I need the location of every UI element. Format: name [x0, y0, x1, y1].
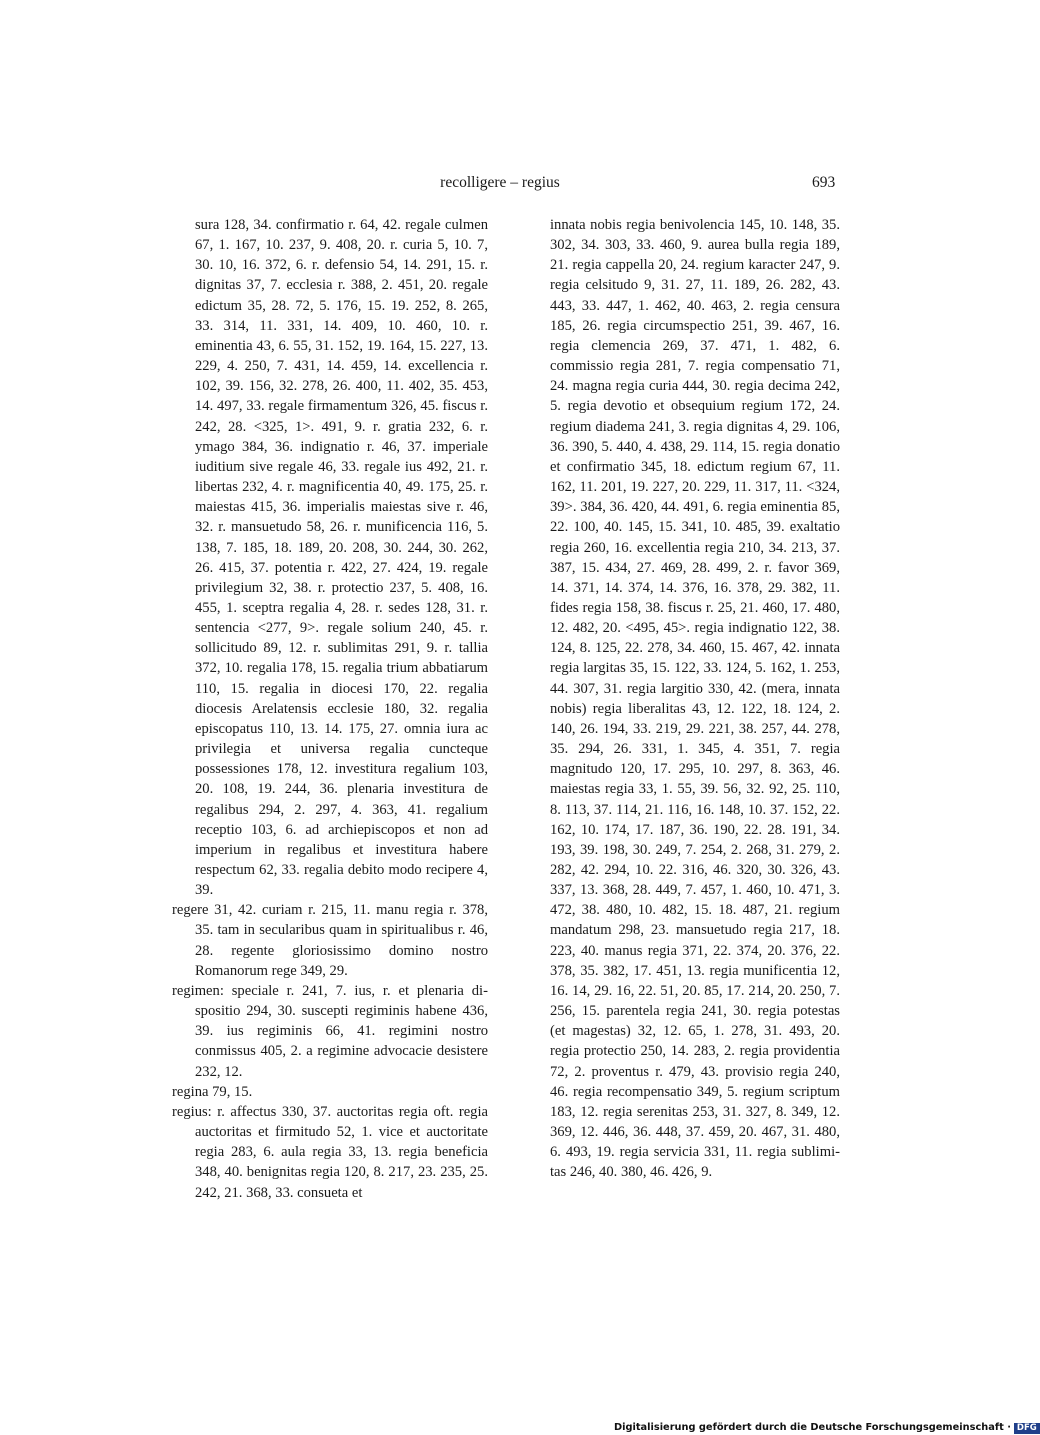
credit-text: Digitalisierung gefördert durch die Deutsche Forschungsgemeinschaft · — [614, 1422, 1011, 1433]
running-title: recolligere – regius — [440, 174, 560, 191]
index-column-right — [550, 215, 840, 1183]
digitization-credit — [614, 1422, 1040, 1434]
index-entry: regius: r. affectus 330, 37. auctoritas regia oft. regia auctoritas et firmitudo 52, 1. vice et auctoritate regia 283, 6. aula regia 33, 13. regia beneficia 348, 40. benignitas regia 120, 8. 217, 23. 235, 25. 242, 21. 368, 33. consueta et — [172, 1103, 488, 1201]
index-entry: sura 128, 34. confirmatio r. 64, 42. regale culmen 67, 1. 167, 10. 237, 9. 408, 20. r. curia 5, 10. 7, 30. 10, 16. 372, 6. r. defensio 54, 14. 291, 15. r. dignitas 37, 7. ecclesia r. 388, 2. 451, 20. regale edictum 35, 28. 72, 5. 176, 15. 19. 252, 8. 265, 33. 314, 11. 331, 14. 409, 10. 460, 10. r. eminentia 43, 6. 55, 31. 152, 19. 164, 15. 227, 13. 229, 4. 250, 7. 431, 14. 459, 14. excellencia r. 102, 39. 156, 32. 278, 26. 400, 11. 402, 35. 453, 14. 497, 33. regale firmamentum 326, 45. fiscus r. 242, 28. <325, 1>. 491, 9. r. gratia 232, 6. r. ymago 384, 36. indignatio r. 46, 37. imperiale iuditium sive regale 46, 33. regale ius 492, 21. r. libertas 232, 4. r. magnificentia 40, 49. 175, 25. r. maiestas 415, 36. imperialis maiestas sive r. 46, 32. r. mansuetudo 58, 26. r. munificencia 116, 5. 138, 7. 185, 18. 189, 20. 208, 30. 244, 30. 262, 26. 415, 37. potentia r. 422, 27. 424, 19. regale privilegium 32, 38. r. protectio 237, 5. 408, 16. 455, 1. sceptra regalia 4, 28. r. sedes 128, 31. r. sentencia <277, 9>. regale solium 240, 45. r. sollicitudo 89, 12. r. sublimitas 291, 9. r. tallia 372, 10. regalia 178, 15. regalia trium abbatiarum 110, 15. regalia in diocesi 170, 22. regalia diocesis Arelatensis ecclesie 180, 32. regalia episcopatus 110, 13. 14. 175, 27. omnia iura ac privilegia et universa regalia cuncteque possessiones 178, 12. investitura regalium 103, 20. 108, 19. 244, 36. plenaria investitura de regalibus 294, 2. 297, 4. 363, 41. regalium receptio 103, 6. ad archiepiscopos et non ad imperium in regalibus et investitura habere respectum 62, 33. regalia debito modo recipere 4, 39. — [195, 217, 488, 899]
index-entry: regere 31, 42. curiam r. 215, 11. manu regia r. 378, 35. tam in secularibus quam in spiritualibus r. 46, 28. regente gloriosissimo domino nostro Romanorum rege 349, 29. — [172, 902, 488, 979]
index-column-left — [172, 215, 488, 1203]
page-number: 693 — [812, 174, 836, 191]
dfg-logo: DFG — [1014, 1423, 1040, 1434]
index-entry: regina 79, 15. — [172, 1083, 253, 1100]
index-entry: innata nobis regia benivolencia 145, 10. 148, 35. 302, 34. 303, 33. 460, 9. aurea bulla regia 189, 21. regia cappella 20, 24. regium karacter 247, 9. regia celsitudo 9, 31. 27, 11. 189, 26. 282, 43. 443, 33. 447, 1. 462, 40. 463, 2. regia censura 185, 26. regia circumspectio 251, 39. 467, 16. regia clemencia 269, 37. 471, 1. 482, 6. commissio regia 281, 7. regia compensatio 71, 24. magna regia curia 444, 30. regia decima 242, 5. regia devotio et obsequium regium 172, 24. regium diadema 241, 3. regia dignitas 4, 29. 106, 36. 390, 5. 440, 4. 438, 29. 114, 15. regia donatio et confirmatio 345, 18. edictum regium 67, 11. 162, 11. 201, 19. 227, 20. 229, 11. 317, 11. <324, 39>. 384, 36. 420, 44. 491, 6. regia eminentia 85, 22. 100, 40. 145, 15. 341, 10. 485, 39. exaltatio regia 260, 16. excellentia regia 210, 34. 213, 37. 387, 15. 434, 27. 469, 28. 499, 2. r. favor 369, 14. 371, 14. 374, 14. 376, 16. 378, 29. 382, 11. fides regia 158, 38. fiscus r. 25, 21. 460, 17. 480, 12. 482, 20. <495, 45>. regia indignatio 122, 38. 124, 8. 125, 22. 278, 34. 460, 15. 467, 42. innata regia largitas 35, 15. 122, 33. 124, 5. 162, 1. 253, 44. 307, 31. regia largitio 330, 42. (mera, innata nobis) regia liberalitas 43, 12. 122, 18. 124, 2. 140, 26. 194, 33. 219, 29. 221, 38. 257, 44. 278, 35. 294, 26. 331, 1. 345, 4. 351, 7. regia magnitudo 120, 17. 295, 10. 297, 8. 363, 46. maiestas regia 33, 1. 55, 39. 56, 32. 92, 25. 110, 8. 113, 37. 114, 21. 116, 16. 148, 10. 37. 152, 22. 162, 10. 174, 17. 187, 36. 190, 22. 28. 191, 34. 193, 39. 198, 30. 249, 7. 254, 2. 268, 31. 279, 2. 282, 42. 294, 10. 22. 316, 46. 320, 30. 326, 43. 337, 13. 368, 28. 449, 7. 457, 1. 460, 10. 471, 3. 472, 38. 480, 10. 482, 15. 18. 487, 21. regium mandatum 298, 23. mansuetudo regia 217, 18. 223, 40. manus regia 371, 22. 374, 20. 376, 22. 378, 35. 382, 17. 451, 13. regia munificentia 12, 16. 14, 29. 16, 22. 51, 20. 85, 17. 214, 20. 250, 7. 256, 15. parentela regia 241, 30. regia potestas (et magestas) 32, 12. 65, 1. 278, 31. 493, 20. regia protectio 250, 14. 283, 2. regia providentia 72, 2. proventus r. 479, 43. provisio regia 240, 46. regia recompensatio 349, 5. regium scriptum 183, 12. regia serenitas 253, 31. 327, 8. 349, 12. 369, 12. 446, 36. 448, 37. 459, 20. 467, 31. 480, 6. 493, 19. regia servicia 331, 11. regia sublimitas 246, 40. 380, 46. 426, 9. — [550, 217, 840, 1181]
index-entry: regimen: speciale r. 241, 7. ius, r. et plenaria dispositio 294, 30. suscepti regiminis habene 436, 39. ius regiminis 66, 41. regimini nostro conmissus 405, 2. a regimine advocacie desistere 232, 12. — [172, 982, 488, 1080]
